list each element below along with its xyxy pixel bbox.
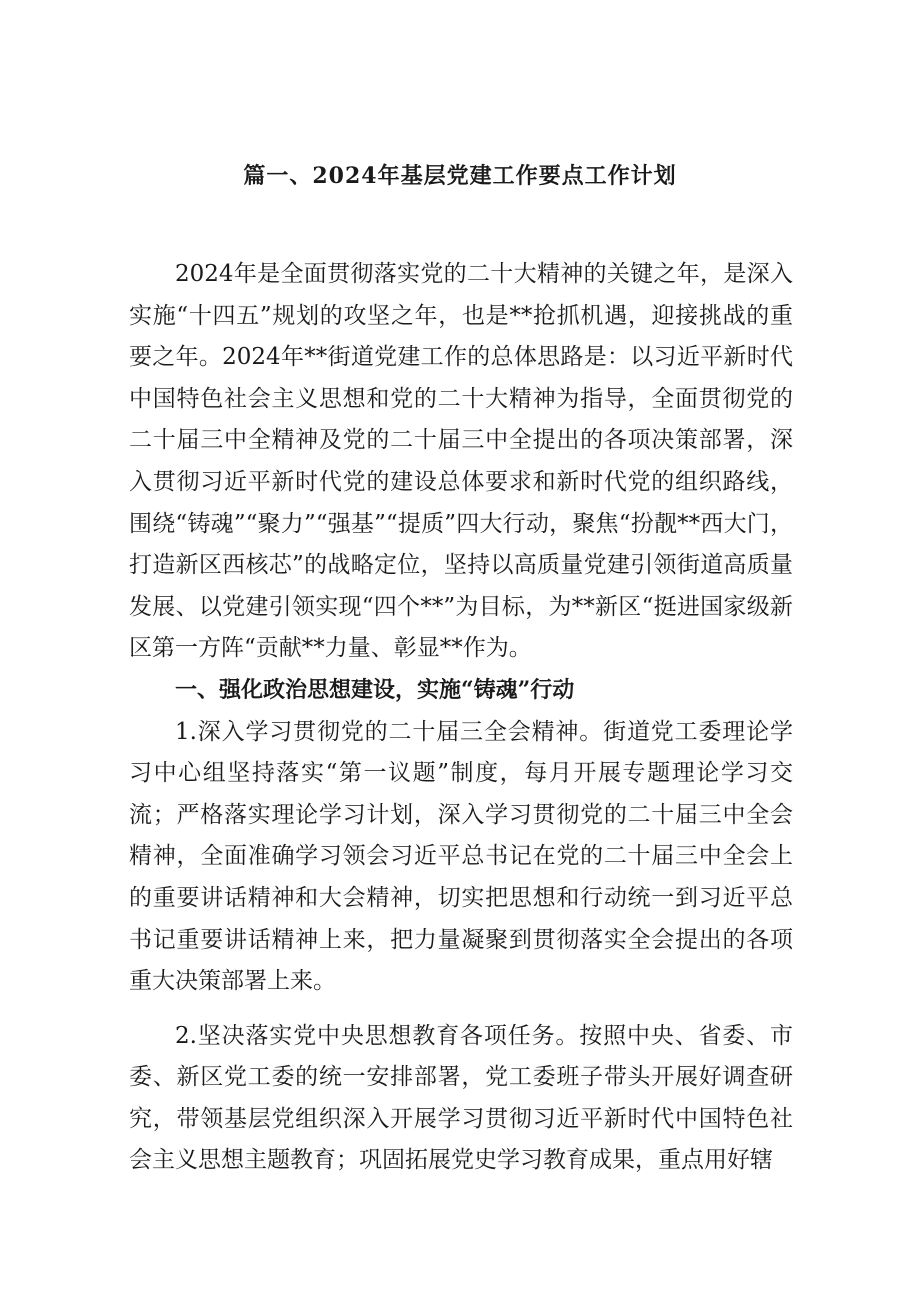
document-title: 篇一、2024年基层党建工作要点工作计划 <box>243 163 677 189</box>
item-paragraph-1: 1.深入学习贯彻党的二十届三全会精神。街道党工委理论学习中心组坚持落实“第一议题”制度，每月开展专题理论学习交流；严格落实理论学习计划，深入学习贯彻党的二十届三中全会精神，全面准确学习领会习近平总书记在党的二十届三中全会上的重要讲话精神和大会精神，切实把思想和行动统一到习近平总书记重要讲话精神上来，把力量凝聚到贯彻落实全会提出的各项重大决策部署上来。 <box>129 718 793 995</box>
intro-paragraph: 2024年是全面贯彻落实党的二十大精神的关键之年，是深入实施“十四五”规划的攻坚之年，也是**抢抓机遇，迎接挑战的重要之年。2024年**街道党建工作的总体思路是：以习近平新时代中国特色社会主义思想和党的二十大精神为指导，全面贯彻党的二十届三中全精神及党的二十届三中全提出的各项决策部署，深入贯彻习近平新时代党的建设总体要求和新时代党的组织路线，围绕“铸魂”“聚力”“强基”“提质”四大行动，聚焦“扮靓**西大门，打造新区西核芯”的战略定位，坚持以高质量党建引领街道高质量发展、以党建引领实现“四个**”为目标，为**新区“挺进国家级新区第一方阵“贡献**力量、彰显**作为。 <box>129 261 793 662</box>
section-heading-1: 一、强化政治思想建设，实施“铸魂”行动 <box>175 676 575 703</box>
document-body <box>129 254 793 1182</box>
item-paragraph-2: 2.坚决落实党中央思想教育各项任务。按照中央、省委、市委、新区党工委的统一安排部署，党工委班子带头开展好调查研究，带领基层党组织深入开展学习贯彻习近平新时代中国特色社会主义思想主题教育；巩固拓展党史学习教育成果，重点用好辖 <box>129 1022 793 1174</box>
